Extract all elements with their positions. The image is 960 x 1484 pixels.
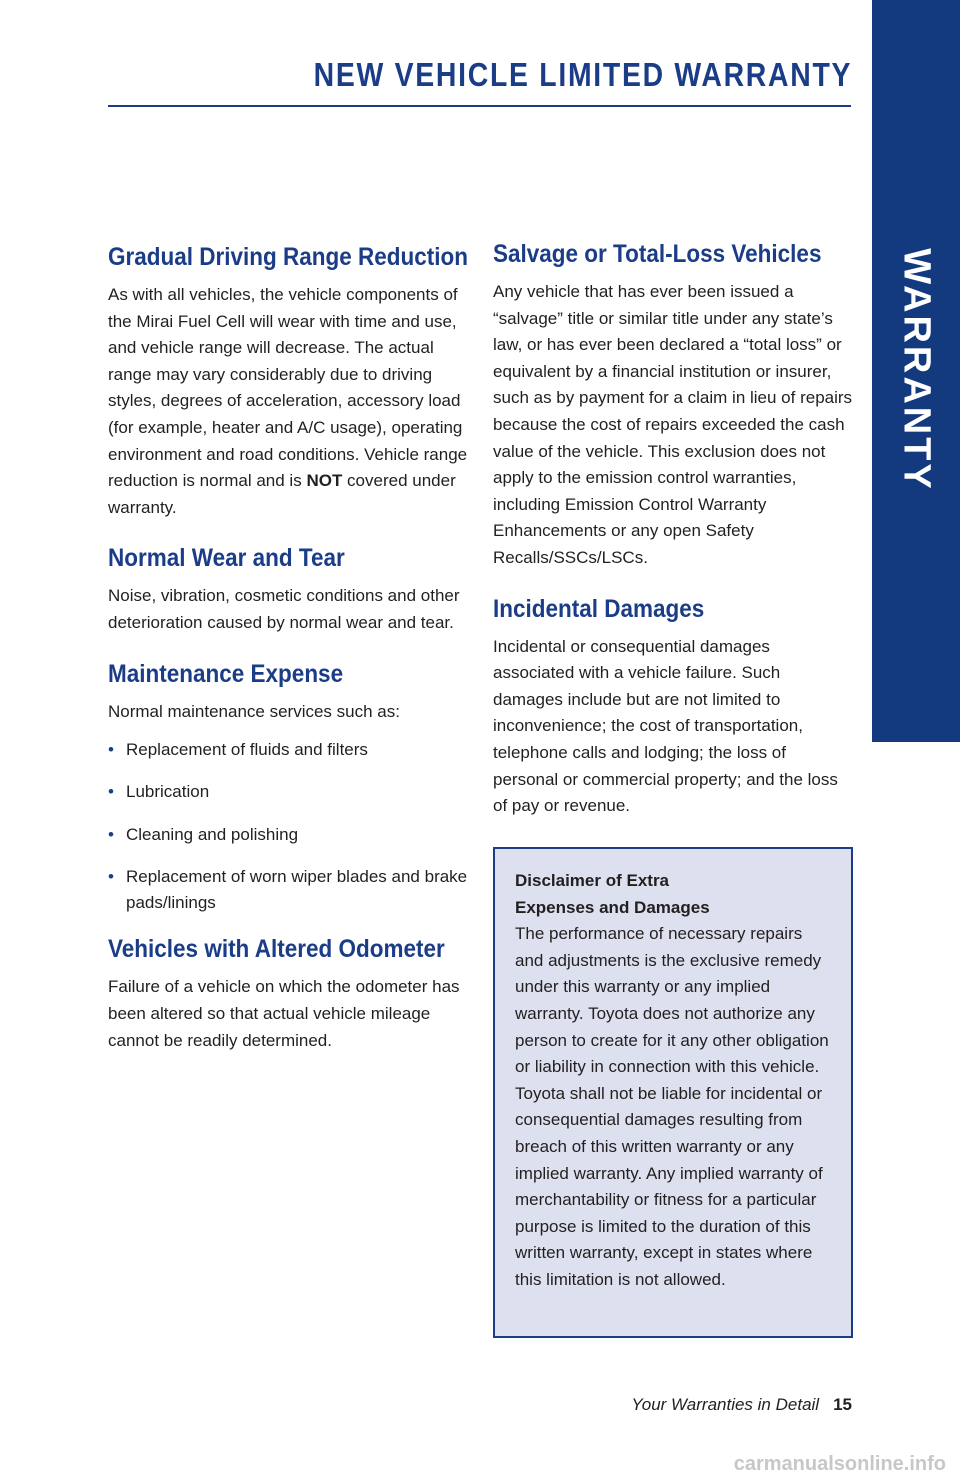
list-item: • Replacement of fluids and filters (108, 737, 468, 764)
header-rule (108, 105, 851, 107)
emphasis-not: NOT (306, 471, 343, 491)
list-item: • Cleaning and polishing (108, 822, 468, 849)
disclaimer-title: Disclaimer of Extra Expenses and Damages (515, 871, 710, 917)
list-item: • Replacement of worn wiper blades and brake pads/linings (108, 864, 468, 917)
section-body: Any vehicle that has ever been issued a “salvage” title or similar title under any state’s law, or has ever been declared a “total loss” or equivalent by a financial institution or insurer, such as by payment for a claim in lieu of repairs because the cost of repairs exceeded the cash value of the vehicle. This exclusion does not apply to the emission control warranties, including Emission Control Warranty Enhancements or any open Safety Recalls/SSCs/LSCs. (493, 282, 853, 567)
left-column (108, 240, 468, 1066)
disclaimer-box (493, 847, 853, 1338)
section-heading: Incidental Damages (493, 594, 705, 623)
section-heading: Maintenance Expense (108, 659, 344, 688)
section-heading: Normal Wear and Tear (108, 544, 345, 573)
side-tab-label: WARRANTY (895, 248, 938, 492)
section-body: Noise, vibration, cosmetic conditions and other deterioration caused by normal wear and tear. (108, 586, 460, 632)
right-column (493, 237, 853, 832)
watermark: carmanualsonline.info (733, 1453, 946, 1475)
section-body: As with all vehicles, the vehicle components of the Mirai Fuel Cell will wear with time and use, and vehicle range will decrease. The actual range may vary considerably due to driving styles, degrees of acceleration, accessory load (for example, heater and A/C usage), operating environment and road conditions. Vehicle range reduction is normal and is NOT covered under warranty. (108, 285, 468, 517)
section-incidental (493, 592, 853, 820)
section-heading: Gradual Driving Range Reduction (108, 243, 469, 271)
section-intro: Normal maintenance services such as: (108, 701, 400, 721)
footer-label: Your Warranties in Detail (631, 1395, 820, 1414)
section-altered-odometer (108, 932, 468, 1054)
page-number: 15 (833, 1395, 852, 1414)
section-heading: Salvage or Total-Loss Vehicles (493, 240, 822, 268)
list-item: • Lubrication (108, 779, 468, 806)
page-header-title: NEW VEHICLE LIMITED WARRANTY (313, 56, 852, 93)
section-gradual-range (108, 240, 468, 521)
section-normal-wear (108, 541, 468, 636)
page-footer (631, 1395, 852, 1415)
section-maintenance (108, 657, 468, 917)
section-body: Failure of a vehicle on which the odometer has been altered so that actual vehicle mileage cannot be readily determined. (108, 977, 460, 1050)
section-heading: Vehicles with Altered Odometer (108, 935, 445, 964)
disclaimer-body: The performance of necessary repairs and adjustments is the exclusive remedy under this warranty or any implied warranty. Toyota does not authorize any person to create for it any other obligation or liability in connection with this vehicle. Toyota shall not be liable for incidental or consequential damages resulting from breach of this written warranty or any implied warranty. Any implied warranty of merchantability or fitness for a particular purpose is limited to the duration of this written warranty, except in states where this limitation is not allowed. (515, 924, 829, 1289)
maintenance-list (108, 737, 468, 917)
section-body: Incidental or consequential damages associated with a vehicle failure. Such damages include but are not limited to inconvenience; the cost of transportation, telephone calls and lodging; the loss of personal or commercial property; and the loss of pay or revenue. (493, 636, 838, 816)
section-salvage (493, 237, 853, 572)
